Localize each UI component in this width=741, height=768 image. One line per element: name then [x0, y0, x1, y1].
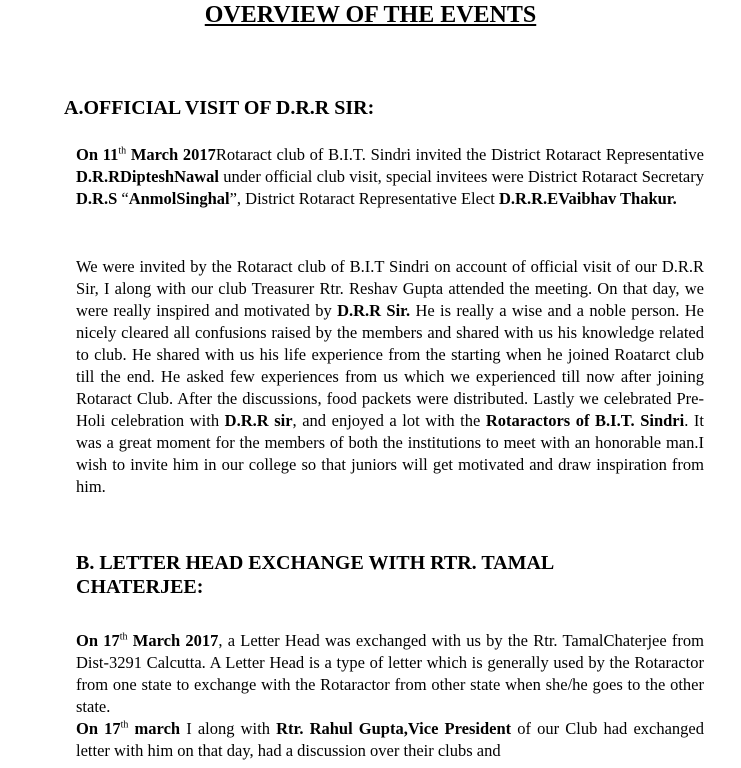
section-b-paragraph-2: [76, 718, 704, 762]
name-bold: D.R.S: [76, 189, 118, 208]
text: He is really a wise and a noble person. He nicely cleared all confusions raised by the members and shared with us his knowledge related to club. He shared with us his life experience from the starting when he joined Roatarct club till the end. He asked few experiences from us which we experienced till now after joining Rotaract Club. After the discussions, food packets were distributed. Lastly we celebrated Pre-Holi celebration with: [76, 301, 704, 430]
section-b-paragraph-1: [76, 630, 704, 718]
name-bold: Rotaractors of B.I.T. Sindri: [485, 411, 685, 430]
date-suffix: th: [120, 719, 129, 731]
text: of our Club had exchanged letter with him on that day, had a discussion over their clubs and: [76, 719, 704, 760]
text: ”, District Rotaract Representative Elect: [229, 189, 499, 208]
text: “: [117, 189, 129, 208]
text: Rotaract club of B.I.T. Sindri invited the District Rotaract Representative: [215, 145, 704, 164]
date-text: On 17: [76, 719, 121, 738]
name-bold: Rtr. Rahul Gupta,Vice President: [276, 719, 512, 738]
date-text: On 11: [76, 145, 119, 164]
section-b-heading-line-2: CHATERJEE:: [76, 576, 204, 598]
text: , and enjoyed a lot with the: [292, 411, 486, 430]
section-a-paragraph-2: [76, 256, 704, 498]
text: We were invited by the Rotaract club of B.I.T Sindri on account of official visit of our D.R.R Sir, I along with our club Treasurer Rtr. Reshav Gupta attended the meeting. On that day, we were really inspired and motivated by: [76, 257, 704, 320]
name-bold: D.R.R Sir.: [337, 301, 411, 320]
section-a-paragraph-1: [76, 144, 704, 210]
text: I along with: [180, 719, 277, 738]
name-bold: D.R.R sir: [224, 411, 293, 430]
page-title: OVERVIEW OF THE EVENTS: [204, 2, 537, 28]
date-suffix: th: [119, 631, 128, 643]
text: . It was a great moment for the members of both the institutions to meet with an honorable man.I wish to invite him in our college so that juniors will get motivated and draw inspiration from him.: [76, 411, 704, 496]
text: , a Letter Head was exchanged with us by the Rtr. TamalChaterjee from Dist-3291 Calcutta. A Letter Head is a type of letter which is generally used by the Rotaractor from one state to exchange with the Rotaractor from other state when she/he goes to the other state.: [76, 631, 704, 716]
date-text: On 17: [76, 631, 120, 650]
date-text-rest: march: [128, 719, 181, 738]
section-b-heading: [76, 551, 554, 599]
name-bold: D.R.R.EVaibhav Thakur.: [498, 189, 677, 208]
section-a-heading: A.OFFICIAL VISIT OF D.R.R SIR:: [64, 97, 375, 119]
name-bold: AnmolSinghal: [128, 189, 230, 208]
date-text-rest: March 2017: [126, 145, 216, 164]
date-text-rest: March 2017: [127, 631, 219, 650]
name-bold: D.R.RDipteshNawal: [76, 167, 220, 186]
date-suffix: th: [118, 145, 127, 157]
text: under official club visit, special invitees were District Rotaract Secretary: [219, 167, 704, 186]
section-b-heading-line-1: B. LETTER HEAD EXCHANGE WITH RTR. TAMAL: [76, 552, 555, 574]
